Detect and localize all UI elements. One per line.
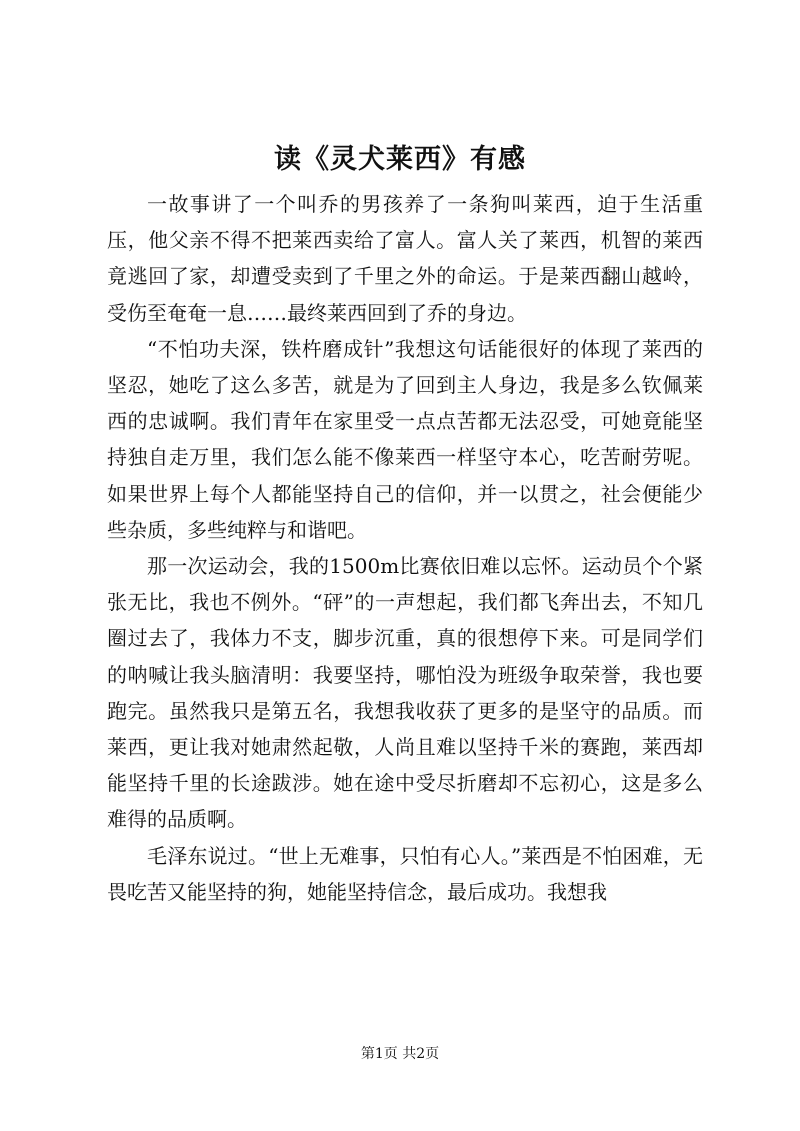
paragraph-3: 那一次运动会，我的1500m比赛依旧难以忘怀。运动员个个紧张无比，我也不例外。“砰”的一声想起，我们都飞奔出去，不知几圈过去了，我体力不支，脚步沉重，真的很想停下来。可是同学们的呐喊让我头脑清明：我要坚持，哪怕没为班级争取荣誉，我也要跑完。虽然我只是第五名，我想我收获了更多的是坚守的品质。而莱西，更让我对她肃然起敬，人尚且难以坚持千米的赛跑，莱西却能坚持千里的长途跋涉。她在途中受尽折磨却不忘初心，这是多么难得的品质啊。 <box>107 554 703 832</box>
paragraph-4: 毛泽东说过。“世上无难事，只怕有心人。”莱西是不怕困难，无畏吃苦又能坚持的狗，她能坚持信念，最后成功。我想我 <box>107 843 703 904</box>
document-body <box>107 186 703 910</box>
paragraph-1: 一故事讲了一个叫乔的男孩养了一条狗叫莱西，迫于生活重压，他父亲不得不把莱西卖给了富人。富人关了莱西，机智的莱西竟逃回了家，却遭受卖到了千里之外的命运。于是莱西翻山越岭，受伤至奄奄一息……最终莱西回到了乔的身边。 <box>107 192 703 325</box>
page-number-footer: 第1页 共2页 <box>360 1046 440 1062</box>
paragraph-2: “不怕功夫深，铁杵磨成针”我想这句话能很好的体现了莱西的坚忍，她吃了这么多苦，就是为了回到主人身边，我是多么钦佩莱西的忠诚啊。我们青年在家里受一点点苦都无法忍受，可她竟能坚持独自走万里，我们怎么能不像莱西一样坚守本心，吃苦耐劳呢。如果世界上每个人都能坚持自己的信仰，并一以贯之，社会便能少些杂质，多些纯粹与和谐吧。 <box>107 336 703 542</box>
document-title: 读《灵犬莱西》有感 <box>274 144 526 175</box>
